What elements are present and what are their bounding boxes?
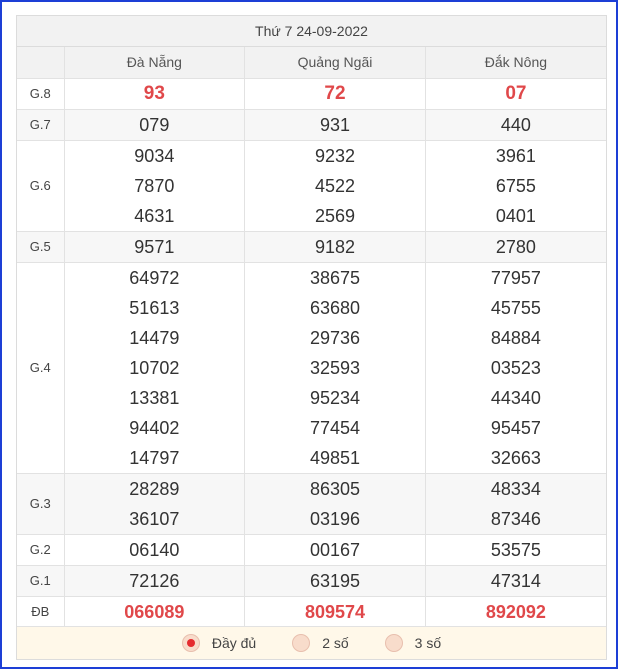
prize-row <box>17 262 606 473</box>
prize-cell <box>425 140 606 231</box>
prize-cell <box>64 565 245 596</box>
prize-number: 079 <box>139 114 170 135</box>
prize-label: G.7 <box>17 109 64 140</box>
prize-label: G.3 <box>17 473 64 534</box>
prize-number: 13381 <box>129 387 180 408</box>
prize-row <box>17 140 606 231</box>
header-row <box>17 47 606 78</box>
prize-cell <box>64 78 245 109</box>
display-option[interactable] <box>385 634 441 652</box>
radio-icon[interactable] <box>385 634 403 652</box>
prize-row <box>17 473 606 534</box>
prize-number: 809574 <box>304 601 366 622</box>
prize-number: 03196 <box>309 508 361 529</box>
results-title: Thứ 7 24-09-2022 <box>17 16 606 47</box>
prize-cell <box>425 534 606 565</box>
prize-cell <box>245 565 426 596</box>
prize-label: G.5 <box>17 231 64 262</box>
prize-cell <box>245 596 426 627</box>
prize-number: 84884 <box>490 327 541 348</box>
prize-number: 14797 <box>129 447 180 468</box>
prize-row <box>17 78 606 109</box>
prize-number: 06140 <box>129 539 180 560</box>
prize-number: 2569 <box>314 205 355 226</box>
prize-number: 4631 <box>134 205 175 226</box>
prize-number: 10702 <box>129 357 180 378</box>
province-header: Đà Nẵng <box>64 47 245 78</box>
prize-number: 94402 <box>129 417 180 438</box>
prize-number: 63195 <box>309 570 361 591</box>
radio-dot-icon <box>187 639 195 647</box>
prize-cell <box>425 78 606 109</box>
display-options <box>17 626 606 659</box>
prize-label: G.2 <box>17 534 64 565</box>
prize-cell <box>64 140 245 231</box>
prize-number: 72 <box>324 82 346 104</box>
display-option-label: 2 số <box>322 635 349 651</box>
prize-label: G.1 <box>17 565 64 596</box>
prize-number: 45755 <box>490 297 541 318</box>
prize-number: 28289 <box>129 478 180 499</box>
prize-cell <box>64 109 245 140</box>
prize-number: 29736 <box>309 327 361 348</box>
prize-number: 440 <box>500 114 531 135</box>
prize-cell <box>245 78 426 109</box>
prize-number: 72126 <box>129 570 180 591</box>
prize-number: 44340 <box>490 387 541 408</box>
prize-row <box>17 565 606 596</box>
prize-cell <box>425 565 606 596</box>
results-table <box>17 47 606 628</box>
radio-icon[interactable] <box>182 634 200 652</box>
prize-label: G.8 <box>17 78 64 109</box>
prize-number: 7870 <box>134 175 175 196</box>
prize-number: 00167 <box>309 539 361 560</box>
prize-cell <box>245 473 426 534</box>
prize-number: 49851 <box>309 447 361 468</box>
prize-number: 93 <box>143 82 165 104</box>
prize-number: 9034 <box>134 145 175 166</box>
display-option[interactable] <box>182 634 256 652</box>
prize-number: 38675 <box>309 267 361 288</box>
prize-number: 77454 <box>309 417 361 438</box>
prize-row <box>17 109 606 140</box>
prize-number: 9182 <box>314 236 355 257</box>
prize-cell <box>64 262 245 473</box>
results-card <box>16 15 607 660</box>
prize-number: 0401 <box>495 205 536 226</box>
prize-number: 86305 <box>309 478 361 499</box>
prize-cell <box>425 262 606 473</box>
prize-cell <box>425 473 606 534</box>
prize-number: 47314 <box>490 570 541 591</box>
prize-number: 77957 <box>490 267 541 288</box>
prize-cell <box>245 262 426 473</box>
prize-number: 95234 <box>309 387 361 408</box>
display-option-label: Đầy đủ <box>211 635 257 651</box>
prize-number: 63680 <box>309 297 361 318</box>
prize-number: 32663 <box>490 447 541 468</box>
display-option-label: 3 số <box>414 635 442 651</box>
prize-number: 51613 <box>129 297 180 318</box>
prize-cell <box>64 473 245 534</box>
prize-number: 64972 <box>129 267 180 288</box>
prize-row <box>17 231 606 262</box>
prize-number: 36107 <box>129 508 180 529</box>
prize-cell <box>64 534 245 565</box>
prize-label: G.4 <box>17 262 64 473</box>
prize-cell <box>64 231 245 262</box>
prize-cell <box>425 109 606 140</box>
prize-number: 066089 <box>124 601 185 622</box>
header-corner <box>17 47 64 78</box>
prize-number: 03523 <box>490 357 541 378</box>
prize-number: 53575 <box>490 539 541 560</box>
prize-number: 07 <box>505 82 527 104</box>
prize-number: 9571 <box>134 236 175 257</box>
prize-row <box>17 534 606 565</box>
prize-number: 14479 <box>129 327 180 348</box>
prize-number: 9232 <box>314 145 355 166</box>
prize-cell <box>425 231 606 262</box>
prize-cell <box>425 596 606 627</box>
prize-row <box>17 596 606 627</box>
province-header: Đắk Nông <box>425 47 606 78</box>
prize-cell <box>245 109 426 140</box>
prize-cell <box>245 231 426 262</box>
prize-number: 3961 <box>495 145 536 166</box>
prize-number: 87346 <box>490 508 541 529</box>
prize-number: 48334 <box>490 478 541 499</box>
prize-number: 95457 <box>490 417 541 438</box>
display-option[interactable] <box>292 634 348 652</box>
prize-number: 931 <box>319 114 350 135</box>
prize-number: 6755 <box>495 175 536 196</box>
prize-cell <box>245 534 426 565</box>
prize-number: 4522 <box>314 175 355 196</box>
prize-number: 32593 <box>309 357 361 378</box>
prize-number: 892092 <box>485 601 546 622</box>
radio-icon[interactable] <box>292 634 310 652</box>
prize-number: 2780 <box>495 236 536 257</box>
prize-label: ĐB <box>17 596 64 627</box>
prize-cell <box>245 140 426 231</box>
prize-cell <box>64 596 245 627</box>
prize-label: G.6 <box>17 140 64 231</box>
province-header: Quảng Ngãi <box>245 47 426 78</box>
